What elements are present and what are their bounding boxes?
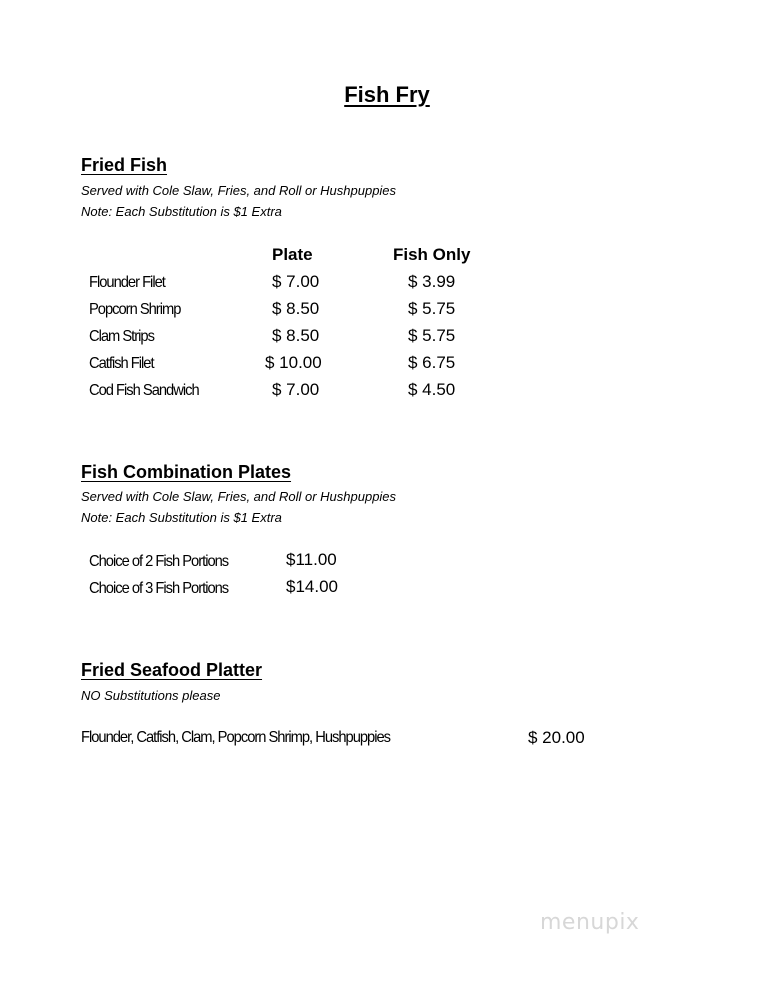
platter-item-price: $ 20.00	[528, 728, 585, 747]
item-plate-price: $ 7.00	[272, 380, 320, 399]
combo-heading: Fish Combination Plates	[81, 462, 292, 482]
item-plate-price: $ 8.50	[272, 326, 320, 345]
item-fish-only-price: $ 4.50	[408, 380, 456, 399]
col-header-plate: Plate	[272, 245, 313, 264]
platter-item-name: Flounder, Catfish, Clam, Popcorn Shrimp, Hushpuppies	[81, 729, 391, 746]
item-fish-only-price: $ 6.75	[408, 353, 456, 372]
item-plate-price: $ 7.00	[272, 272, 320, 291]
item-name: Cod Fish Sandwich	[89, 382, 199, 399]
fried-fish-heading: Fried Fish	[81, 155, 168, 175]
item-name: Popcorn Shrimp	[89, 301, 181, 318]
item-plate-price: $ 10.00	[265, 353, 322, 372]
fried-fish-note-1: Served with Cole Slaw, Fries, and Roll or Hushpuppies	[81, 183, 397, 198]
combo-note-1: Served with Cole Slaw, Fries, and Roll or Hushpuppies	[81, 489, 397, 504]
item-name: Choice of 3 Fish Portions	[89, 580, 229, 597]
item-price: $11.00	[286, 550, 337, 569]
item-plate-price: $ 8.50	[272, 299, 320, 318]
combo-note-2: Note: Each Substitution is $1 Extra	[81, 510, 282, 525]
item-price: $14.00	[286, 577, 338, 596]
item-name: Flounder Filet	[89, 274, 165, 291]
item-fish-only-price: $ 3.99	[408, 272, 456, 291]
item-name: Catfish Filet	[89, 355, 154, 372]
item-fish-only-price: $ 5.75	[408, 326, 456, 345]
item-fish-only-price: $ 5.75	[408, 299, 456, 318]
item-name: Choice of 2 Fish Portions	[89, 553, 229, 570]
platter-heading: Fried Seafood Platter	[81, 660, 263, 680]
page-title: Fish Fry	[344, 82, 430, 107]
col-header-fish-only: Fish Only	[393, 245, 471, 264]
item-name: Clam Strips	[89, 328, 154, 345]
fried-fish-note-2: Note: Each Substitution is $1 Extra	[81, 204, 282, 219]
platter-note: NO Substitutions please	[81, 688, 221, 703]
menupix-watermark: menupix	[540, 910, 640, 935]
